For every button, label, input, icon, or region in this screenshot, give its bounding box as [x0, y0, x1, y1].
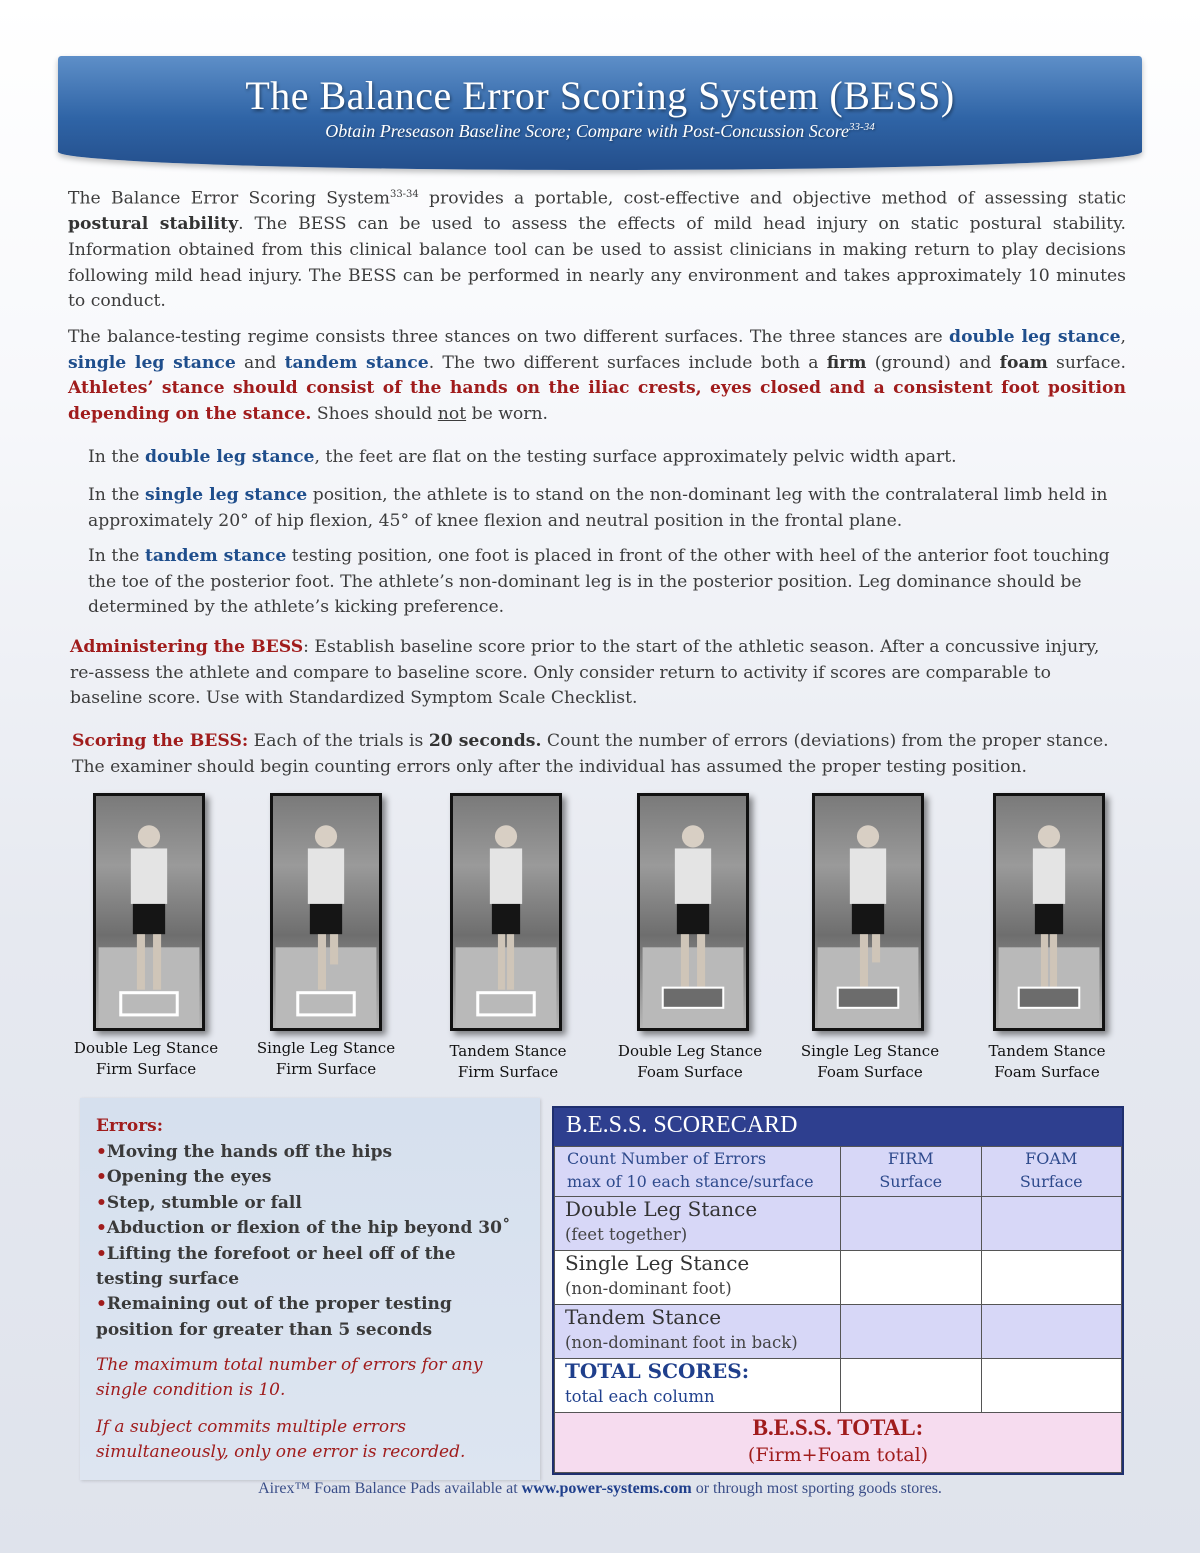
bess-scorecard: [552, 1106, 1124, 1475]
foam-header: FOAM Surface: [981, 1147, 1122, 1197]
footer-note: Airex™ Foam Balance Pads available at www.power-systems.com or through most sporting goods stores.: [258, 1480, 942, 1497]
table-row: Single Leg Stance (non-dominant foot): [555, 1251, 1122, 1305]
scorecard-table: [554, 1146, 1122, 1473]
count-header: Count Number of Errors max of 10 each stance/surface: [555, 1147, 841, 1197]
list-item: •Lifting the forefoot or heel off of the testing surface: [96, 1243, 456, 1290]
firm-header: FIRM Surface: [841, 1147, 982, 1197]
intro-paragraph-2: The balance-testing regime consists three stances on two different surfaces. The three stances are double leg stance, single leg stance and tandem stance. The two different surfaces include both a firm (ground) and foam surface. Athletes’ stance should consist of the hands on the iliac crests, eyes closed and a consistent foot position depending on the stance. Shoes should not be worn.: [68, 327, 1126, 424]
list-item: •Abduction or flexion of the hip beyond 30˚: [96, 1218, 511, 1239]
page-subtitle: Obtain Preseason Baseline Score; Compare with Post-Concussion Score$^{33-34}$: [325, 121, 875, 141]
photo-double-leg-foam: [637, 793, 749, 1031]
errors-list: [96, 1140, 526, 1343]
power-systems-link[interactable]: www.power-systems.com: [521, 1480, 692, 1497]
photo-caption: Tandem Stance Foam Surface: [988, 1042, 1106, 1081]
list-item: •Opening the eyes: [96, 1167, 272, 1188]
stance-photos: [0, 793, 1200, 1083]
photo-tandem-firm: [450, 793, 562, 1031]
score-cell-double-firm[interactable]: [841, 1197, 982, 1251]
table-row: TOTAL SCORES: total each column: [555, 1359, 1122, 1413]
photo-tandem-foam: [993, 793, 1105, 1031]
score-cell-double-foam[interactable]: [981, 1197, 1122, 1251]
score-cell-single-firm[interactable]: [841, 1251, 982, 1305]
photo-caption: Double Leg Stance Foam Surface: [617, 1042, 763, 1081]
errors-panel: [80, 1098, 540, 1480]
double-leg-description: In the double leg stance, the feet are flat on the testing surface approximately pelvic width apart.: [88, 447, 957, 467]
photo-caption: Single Leg Stance Foam Surface: [800, 1042, 940, 1081]
photo-caption: Double Leg Stance Firm Surface: [73, 1039, 219, 1078]
list-item: •Remaining out of the proper testing position for greater than 5 seconds: [96, 1294, 452, 1340]
intro-paragraph-1: The Balance Error Scoring System$^{33-34}$ provides a portable, cost-effective and objective method of assessing static postural stability. The BESS can be used to assess the effects of mild head injury on static postural stability. Information obtained from this clinical balance tool can be used to assist clinicians in making return to play decisions following mild head injury. The BESS can be performed in nearly any environment and takes approximately 10 minutes to conduct.: [68, 188, 1126, 312]
score-cell-single-foam[interactable]: [981, 1251, 1122, 1305]
scoring-paragraph: Scoring the BESS: Each of the trials is 20 seconds. Count the number of errors (deviations) from the proper stance. The examiner should begin counting errors only after the individual has assumed the proper testing position.: [72, 731, 1109, 777]
bess-total-cell[interactable]: B.E.S.S. TOTAL: (Firm+Foam total): [555, 1413, 1122, 1473]
score-cell-total-firm[interactable]: [841, 1359, 982, 1413]
list-item: •Step, stumble or fall: [96, 1192, 302, 1213]
table-row: Tandem Stance (non-dominant foot in back): [555, 1305, 1122, 1359]
photo-double-leg-firm: [93, 793, 205, 1031]
photo-caption: Single Leg Stance Firm Surface: [256, 1039, 396, 1078]
errors-note-multiple: If a subject commits multiple errors simultaneously, only one error is recorded.: [96, 1417, 466, 1463]
errors-note-max: The maximum total number of errors for any single condition is 10.: [96, 1355, 483, 1401]
score-cell-tandem-firm[interactable]: [841, 1305, 982, 1359]
scorecard-title: B.E.S.S. SCORECARD: [554, 1108, 1122, 1146]
photo-caption: Tandem Stance Firm Surface: [449, 1042, 567, 1081]
page-title: The Balance Error Scoring System (BESS): [245, 73, 955, 118]
score-cell-total-foam[interactable]: [981, 1359, 1122, 1413]
administering-paragraph: Administering the BESS: Establish baseline score prior to the start of the athletic season. After a concussive injury, re-assess the athlete and compare to baseline score. Only consider return to activity if scores are comparable to baseline score. Use with Standardized Symptom Scale Checklist.: [70, 637, 1100, 709]
errors-title: Errors:: [96, 1116, 164, 1136]
photo-single-leg-foam: [812, 793, 924, 1031]
photo-single-leg-firm: [270, 793, 382, 1031]
single-leg-description: In the single leg stance position, the athlete is to stand on the non-dominant leg with the contralateral limb held in approximately 20° of hip flexion, 45° of knee flexion and neutral position in the frontal plane.: [88, 485, 1108, 531]
table-row: Double Leg Stance (feet together): [555, 1197, 1122, 1251]
header-banner: [58, 56, 1142, 170]
score-cell-tandem-foam[interactable]: [981, 1305, 1122, 1359]
list-item: •Moving the hands off the hips: [96, 1142, 393, 1162]
tandem-description: In the tandem stance testing position, one foot is placed in front of the other with heel of the anterior foot touching the toe of the posterior foot. The athlete’s non-dominant leg is in the posterior position. Leg dominance should be determined by the athlete’s kicking preference.: [88, 546, 1110, 618]
